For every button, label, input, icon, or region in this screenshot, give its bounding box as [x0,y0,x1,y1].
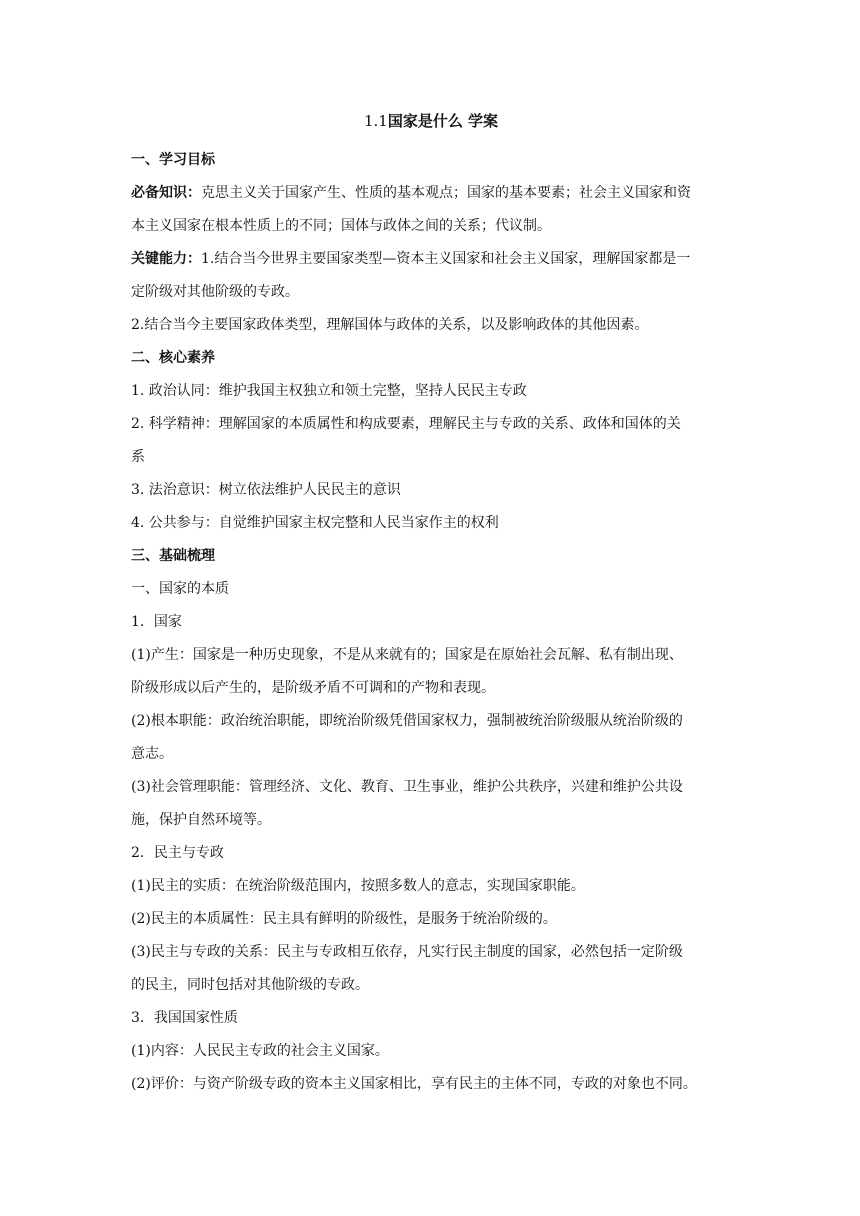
section-heading-core-literacy: 二、核心素养 [131,350,215,366]
point-1-2-line-1: (2)根本职能：政治统治职能，即统治阶级凭借国家权力，强制被统治阶级服从统治阶级的 [131,713,683,729]
point-2-democracy: 2．民主与专政 [131,845,224,861]
section-heading-objectives: 一、学习目标 [131,152,215,168]
point-1-2-line-2: 意志。 [131,746,173,762]
point-1-1-line-2: 阶级形成以后产生的，是阶级矛盾不可调和的产物和表现。 [131,680,495,696]
point-1-state: 1．国家 [131,614,182,630]
document-title [131,110,731,132]
point-3-1: (1)内容：人民民主专政的社会主义国家。 [131,1043,389,1059]
point-2-2: (2)民主的本质属性：民主具有鲜明的阶级性，是服务于统治阶级的。 [131,911,557,927]
knowledge-label: 必备知识： [131,185,201,201]
ability-line-1 [131,243,731,276]
point-1-3-line-2: 施，保护自然环境等。 [131,812,271,828]
ability-item-2: 2.结合当今主要国家政体类型，理解国体与政体的关系，以及影响政体的其他因素。 [131,317,649,333]
point-2-3-line-1: (3)民主与专政的关系：民主与专政相互依存，凡实行民主制度的国家，必然包括一定阶级 [131,944,683,960]
title-number: 1.1 [363,112,388,130]
knowledge-line-1 [131,177,731,210]
subheading-state-essence: 一、国家的本质 [131,581,229,597]
title-text: 国家是什么 学案 [387,112,499,130]
point-1-1-line-1: (1)产生：国家是一种历史现象，不是从来就有的；国家是在原始社会瓦解、私有制出现、 [131,647,683,663]
core-item-4: 4. 公共参与：自觉维护国家主权完整和人民当家作主的权利 [131,515,499,531]
document-body [131,110,731,1101]
point-1-3-line-1: (3)社会管理职能：管理经济、文化、教育、卫生事业，维护公共秩序，兴建和维护公共设 [131,779,683,795]
section-heading-basics: 三、基础梳理 [131,548,215,564]
ability-label: 关键能力： [131,251,201,267]
ability-text-1: 1.结合当今世界主要国家类型—资本主义国家和社会主义国家，理解国家都是一 [201,251,691,267]
core-item-2-line-1: 2. 科学精神：理解国家的本质属性和构成要素，理解民主与专政的关系、政体和国体的关 [131,416,681,432]
knowledge-text-1: 克思主义关于国家产生、性质的基本观点；国家的基本要素；社会主义国家和资 [201,185,691,201]
point-2-1: (1)民主的实质：在统治阶级范围内，按照多数人的意志，实现国家职能。 [131,878,585,894]
core-item-3: 3. 法治意识：树立依法维护人民民主的意识 [131,482,401,498]
point-2-3-line-2: 的民主，同时包括对其他阶级的专政。 [131,977,369,993]
core-item-1: 1. 政治认同：维护我国主权独立和领土完整，坚持人民民主专政 [131,383,527,399]
core-item-2-line-2: 系 [131,449,145,465]
point-3-2: (2)评价：与资产阶级专政的资本主义国家相比，享有民主的主体不同，专政的对象也不同。 [131,1076,697,1092]
point-3-nature: 3．我国国家性质 [131,1010,238,1026]
ability-line-2: 定阶级对其他阶级的专政。 [131,284,299,300]
knowledge-line-2: 本主义国家在根本性质上的不同；国体与政体之间的关系；代议制。 [131,218,551,234]
